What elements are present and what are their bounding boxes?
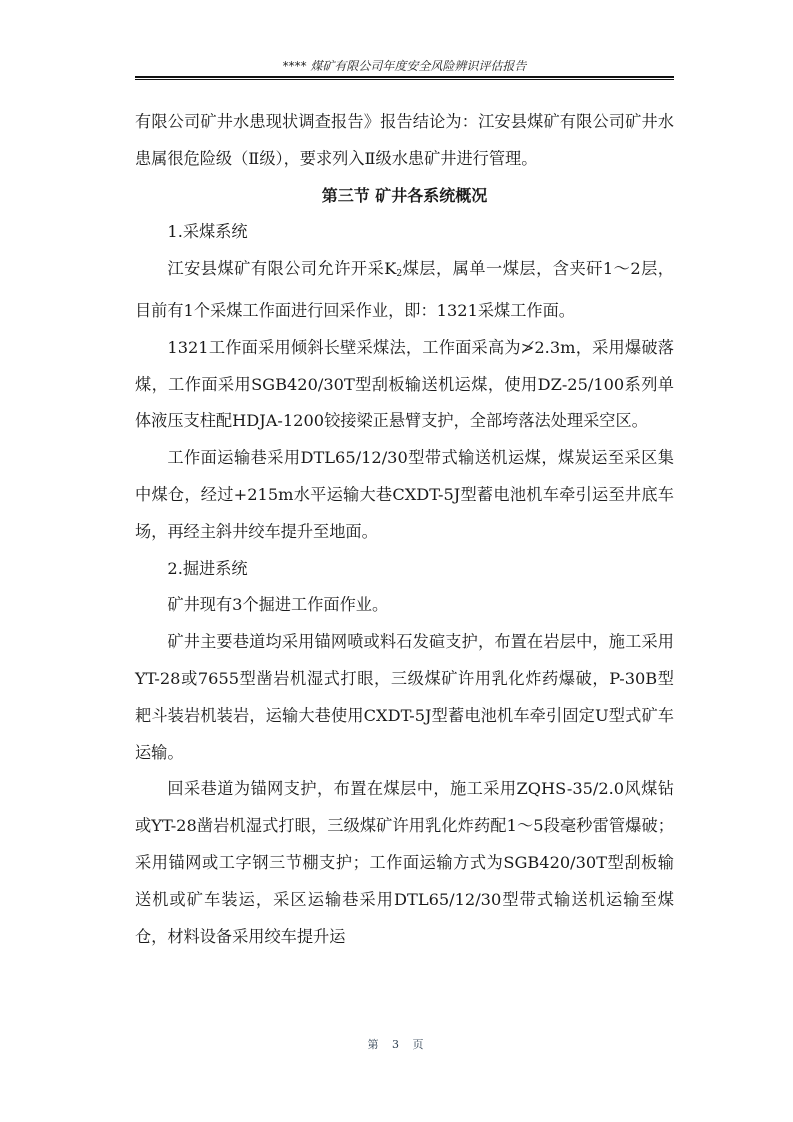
coal-mining-paragraph-3: 工作面运输巷采用DTL65/12/30型带式输送机运煤，煤炭运至采区集中煤仓，经过+215m水平运输大巷CXDT-5J型蓄电池机车牵引运至井底车场，再经主斜井绞车提升至地面。 xyxy=(135,448,674,541)
tunneling-paragraph-1: 矿井现有3个掘进工作面作业。 xyxy=(167,595,389,615)
subscript: 2 xyxy=(396,269,403,280)
section-heading: 第三节 矿井各系统概况 xyxy=(321,185,488,205)
coal-mining-paragraph-2: 1321工作面采用倾斜长壁采煤法，工作面采高为≯2.3m，采用爆破落煤，工作面采用SGB420/30T型刮板输送机运煤，使用DZ-25/100系列单体液压支柱配HDJA-1200铰接梁正悬臂支护，全部垮落法处理采空区。 xyxy=(135,337,674,431)
text-segment: 煤层，属单一煤层，含夹矸1～2层，目前有1个采煤工作面进行回采作业，即：1321采煤工作面。 xyxy=(135,259,674,320)
page-header xyxy=(135,58,674,80)
page-suffix: 页 xyxy=(412,1038,426,1051)
subsection-title-coal-mining: 1.采煤系统 xyxy=(167,222,248,242)
page-number: 3 xyxy=(392,1038,401,1051)
intro-continuation-paragraph: 有限公司矿井水患现状调查报告》报告结论为：江安县煤矿有限公司矿井水患属很危险级（Ⅱ级），要求列入Ⅱ级水患矿井进行管理。 xyxy=(135,112,674,168)
page-body xyxy=(135,104,674,955)
subsection-title-tunneling: 2.掘进系统 xyxy=(167,558,248,578)
text-segment: 江安县煤矿有限公司允许开采K xyxy=(167,259,397,279)
coal-mining-paragraph-1 xyxy=(135,251,674,330)
header-title: **** 煤矿有限公司年度安全风险辨识评估报告 xyxy=(282,59,527,73)
tunneling-paragraph-2: 矿井主要巷道均采用锚网喷或料石发碹支护，布置在岩层中，施工采用YT-28或7655型凿岩机湿式打眼，三级煤矿许用乳化炸药爆破，P-30B型耙斗装岩机装岩，运输大巷使用CXDT-5J型蓄电池机车牵引固定U型式矿车运输。 xyxy=(135,632,674,762)
header-double-rule xyxy=(135,76,674,80)
tunneling-paragraph-3: 回采巷道为锚网支护，布置在煤层中，施工采用ZQHS-35/2.0风煤钻或YT-28凿岩机湿式打眼，三级煤矿许用乳化炸药配1～5段毫秒雷管爆破；采用锚网或工字钢三节棚支护；工作面运输方式为SGB420/30T型刮板输送机或矿车装运，采区运输巷采用DTL65/12/30型带式输送机运输至煤仓，材料设备采用绞车提升运 xyxy=(135,779,674,946)
page-prefix: 第 xyxy=(367,1038,381,1051)
page-footer xyxy=(0,1036,793,1052)
